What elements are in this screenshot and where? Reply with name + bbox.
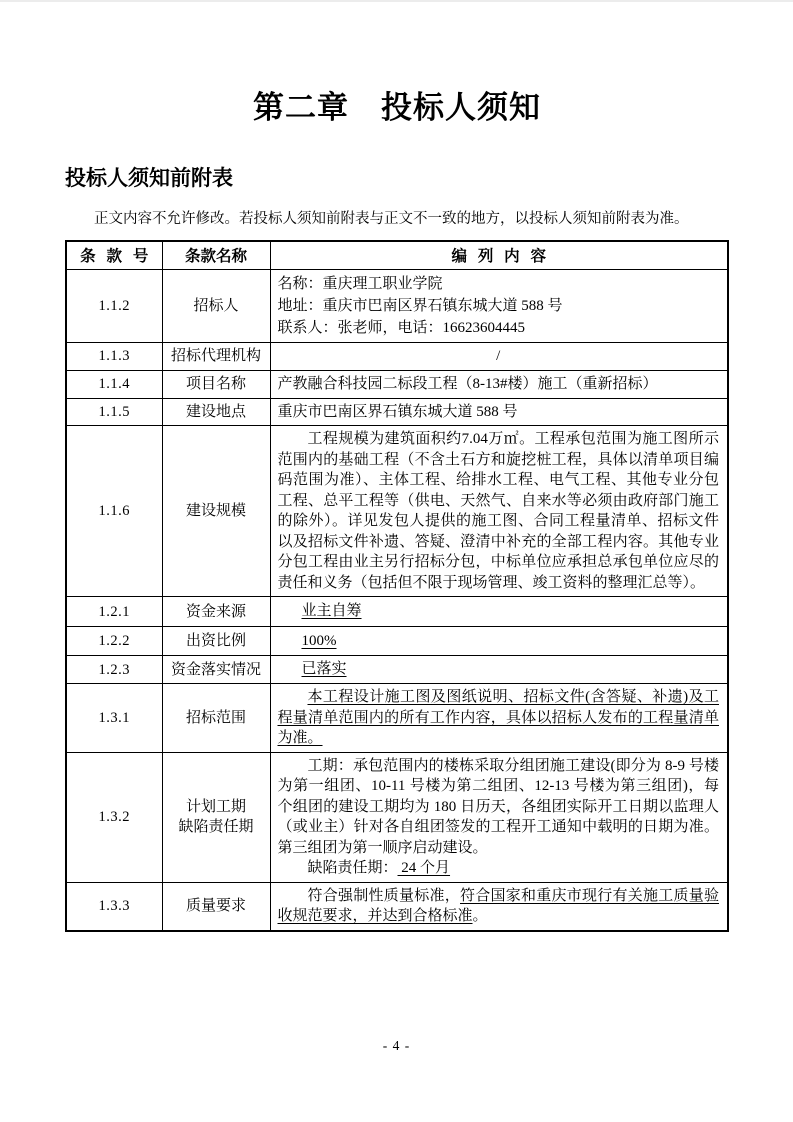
table-header-row: [66, 241, 728, 269]
clause-content: [270, 269, 728, 342]
clause-name: 建设地点: [162, 398, 270, 426]
table-row-1-2-3: [66, 656, 728, 684]
clause-content: [270, 627, 728, 656]
defect-liability-line: 缺陷责任期： 24 个月: [307, 860, 451, 876]
clause-no: 1.1.5: [66, 398, 162, 426]
table-row-1-3-1: [66, 684, 728, 753]
clause-content: [270, 426, 728, 597]
clause-name: 项目名称: [162, 370, 270, 398]
clause-name-line1: 计划工期: [185, 799, 246, 815]
clause-name: 招标代理机构: [162, 342, 270, 370]
clause-content: [270, 752, 728, 882]
table-row-1-1-3: [66, 342, 728, 370]
clause-name: 资金来源: [162, 597, 270, 627]
planned-duration-paragraph: 工期：承包范围内的楼栋采取分组团施工建设(即分为 8-9 号楼为第一组团、10-11 号楼为第二组团、12-13 号楼为第三组团)，每个组团的建设工期均为 180 日历天，各组团实际开工日期以监理人（或业主）针对各自组团签发的工程开工通知中载明的日期为准。第三组团为第一顺序启动建设。: [277, 757, 719, 856]
column-header-clause-no: 条 款 号: [66, 241, 162, 269]
section-heading: 投标人须知前附表: [65, 166, 233, 190]
table-row-1-2-1: [66, 597, 728, 627]
pre-bid-annex-table: [65, 240, 729, 932]
construction-scale-paragraph: 工程规模为建筑面积约7.04万㎡。工程承包范围为施工图所示范围内的基础工程（不含土石方和旋挖桩工程，具体以清单项目编码范围为准）、主体工程、给排水工程、电气工程、其他专业分包工程、总平工程等（供电、天然气、自来水等必须由政府部门施工的除外）。详见发包人提供的施工图、合同工程量清单、招标文件以及招标文件补遗、答疑、澄清中补充的全部工程内容。其他专业分包工程由业主另行招标分包，中标单位应承担总承包单位应尽的责任和义务（包括但不限于现场管理、竣工资料的整理汇总等）。: [277, 431, 719, 591]
column-header-content: 编 列 内 容: [270, 241, 728, 269]
clause-no: 1.3.2: [66, 752, 162, 882]
table-row-1-1-5: [66, 398, 728, 426]
clause-no: 1.3.3: [66, 882, 162, 931]
clause-name: [162, 752, 270, 882]
column-header-clause-name: 条款名称: [162, 241, 270, 269]
table-row-1-1-4: [66, 370, 728, 398]
quality-requirement-paragraph: 符合强制性质量标准，符合国家和重庆市现行有关施工质量验收规范要求，并达到合格标准。: [277, 887, 719, 924]
table-row-1-3-2: [66, 752, 728, 882]
page-number: - 4 -: [382, 1038, 411, 1053]
clause-no: 1.2.3: [66, 656, 162, 684]
clause-content: [270, 882, 728, 931]
tender-scope-paragraph: 本工程设计施工图及图纸说明、招标文件(含答疑、补遗)及工程量清单范围内的所有工作内容，具体以招标人发布的工程量清单为准。: [277, 689, 719, 746]
page-body: [0, 2, 793, 932]
funding-ratio-value: 100%: [301, 632, 337, 649]
clause-no: 1.1.2: [66, 269, 162, 342]
clause-name: 招标范围: [162, 684, 270, 753]
clause-no: 1.1.4: [66, 370, 162, 398]
table-row-1-2-2: [66, 627, 728, 656]
tenderer-address-line: 地址：重庆市巴南区界石镇东城大道 588 号: [277, 297, 563, 314]
clause-content: [270, 656, 728, 684]
table-row-1-3-3: [66, 882, 728, 931]
clause-no: 1.1.6: [66, 426, 162, 597]
clause-no: 1.3.1: [66, 684, 162, 753]
clause-no: 1.2.2: [66, 627, 162, 656]
clause-content: 产教融合科技园二标段工程（8-13#楼）施工（重新招标）: [270, 370, 728, 398]
table-row-1-1-6: [66, 426, 728, 597]
clause-no: 1.1.3: [66, 342, 162, 370]
clause-name: 建设规模: [162, 426, 270, 597]
tenderer-contact-line: 联系人：张老师，电话：16623604445: [277, 319, 526, 336]
clause-no: 1.2.1: [66, 597, 162, 627]
clause-content: [270, 684, 728, 753]
clause-content: 重庆市巴南区界石镇东城大道 588 号: [270, 398, 728, 426]
intro-paragraph: 正文内容不允许修改。若投标人须知前附表与正文不一致的地方，以投标人须知前附表为准。: [94, 211, 689, 227]
chapter-title: 第二章 投标人须知: [253, 90, 541, 125]
funding-source-value: 业主自筹: [301, 603, 362, 620]
clause-name: 质量要求: [162, 882, 270, 931]
table-row-1-1-2: [66, 269, 728, 342]
clause-name: 出资比例: [162, 627, 270, 656]
clause-content: /: [270, 342, 728, 370]
clause-content: [270, 597, 728, 627]
clause-name: 招标人: [162, 269, 270, 342]
tenderer-name-line: 名称：重庆理工职业学院: [277, 275, 443, 292]
funding-status-value: 已落实: [301, 661, 347, 678]
clause-name: 资金落实情况: [162, 656, 270, 684]
clause-name-line2: 缺陷责任期: [178, 819, 254, 835]
